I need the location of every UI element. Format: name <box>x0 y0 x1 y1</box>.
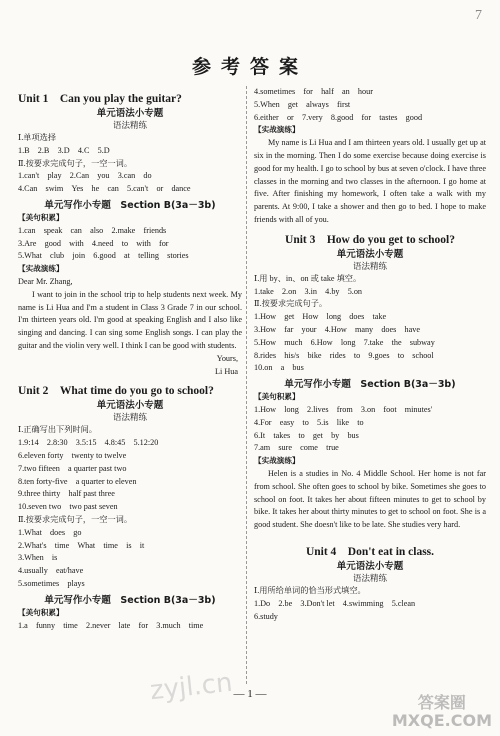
answer-line: 7.am sure come true <box>254 443 339 453</box>
answer-line: 1.can't play 2.Can you 3.can do <box>18 171 152 181</box>
answer-line: 5.sometimes plays <box>18 578 85 588</box>
answer-line: 6.It takes to get by bus <box>254 430 359 440</box>
answer-line: Ⅱ.按要求完成句子，一空一词。 <box>18 514 133 524</box>
answer-line: 8.ten forty-five a quarter to eleven <box>18 476 137 486</box>
answer-line: 1.9:14 2.8:30 3.5:15 4.8:45 5.12:20 <box>18 438 159 448</box>
page-title: 参考答案 <box>191 56 308 78</box>
answer-line: 9.three thirty half past three <box>18 489 115 499</box>
answer-line: 3.How far your 4.How many does have <box>254 324 420 334</box>
unit1-subtitle: 单元语法小专题 <box>96 108 164 119</box>
corner-mark: 7 <box>475 8 482 23</box>
page-number: — 1 — <box>233 688 267 700</box>
answer-line: 4.Can swim Yes he can 5.can't or dance <box>18 184 191 194</box>
unit4-title: Unit 4 Don't eat in class. <box>305 545 435 558</box>
answer-line: Ⅰ.用 by、in、on 或 take 填空。 <box>254 273 362 283</box>
letter-close: Yours, <box>216 353 238 363</box>
unit4-subtitle2: 语法精练 <box>352 573 387 584</box>
answer-line: 5.What club join 6.good at telling stories <box>18 251 189 261</box>
unit4-subtitle: 单元语法小专题 <box>336 560 404 572</box>
unit3-subtitle: 单元语法小专题 <box>336 248 404 260</box>
letter-sign: Li Hua <box>215 366 238 376</box>
corner-watermark: 答案圈 MXQE.COM <box>391 693 492 730</box>
answer-line: Ⅰ.单项选择 <box>18 133 57 142</box>
answer-line: 1.B 2.B 3.D 4.C 5.D <box>18 145 110 155</box>
letter-greeting: Dear Mr. Zhang, <box>18 276 73 286</box>
right-column <box>254 86 486 623</box>
unit2-subtitle2: 语法精练 <box>112 413 147 424</box>
unit3-title: Unit 3 How do you get to school? <box>285 233 455 246</box>
answer-line: 6.eleven forty twenty to twelve <box>18 450 127 460</box>
answer-line: 4.For easy to 5.is like to <box>254 417 364 427</box>
answer-line: 7.two fifteen a quarter past two <box>18 463 127 473</box>
answer-line: 6.either or 7.very 8.good for tastes good <box>254 112 423 122</box>
answer-line: 1.can speak can also 2.make friends <box>18 225 167 235</box>
answer-line: 8.rides his/s bike rides to 9.goes to school <box>254 350 434 360</box>
essay-paragraph: My name is Li Hua and I am thirteen years old. I usually get up at six in the morning. Then I do some exercise because doing exercise is good for my health. I go to school by bus at seven o'clock. I have three classes in the morning and two classes in the afternoon. I go home at five. After finishing my homework, I often take a walk with my parents. At 9:00, I take a shower and then go to bed. I hope to make friends with all of you. <box>254 138 486 224</box>
answer-line: 5.How much 6.How long 7.take the subway <box>254 337 435 347</box>
unit2-title: Unit 2 What time do you go to school? <box>18 385 214 398</box>
unit2-subtitle: 单元语法小专题 <box>96 400 164 412</box>
answer-line: Ⅰ.用所给单词的恰当形式填空。 <box>254 585 366 595</box>
unit3-subtitle2: 语法精练 <box>352 261 387 272</box>
unit3-writing-title: 单元写作小专题 Section B(3a－3b) <box>284 379 456 391</box>
section-tag: 【实战演练】 <box>254 456 300 466</box>
answer-line: Ⅰ.正确写出下列时间。 <box>18 425 97 435</box>
section-tag: 【美句积累】 <box>18 212 64 222</box>
answer-line: Ⅱ.按要求完成句子。 <box>254 299 328 309</box>
section-tag: 【实战演练】 <box>254 125 300 135</box>
answer-line: 10.on a bus <box>254 363 304 373</box>
answer-line: 2.What's time What time is it <box>18 540 145 550</box>
answer-line: 1.What does go <box>18 527 82 537</box>
answer-line: Ⅱ.按要求完成句子，一空一词。 <box>18 158 133 168</box>
answer-line: 1.How get How long does take <box>254 312 387 322</box>
letter-body: I want to join in the school trip to help students next week. My name is Li Hua and I'm a student in Class 3 Grade 7 in our school. I'm thirteen years old. I'm good at speaking English and I also like singing and dancing. I can sing some English songs. I can play the guitar and the violin very well. I think I can be good with students. <box>18 289 242 350</box>
section-tag: 【美句积累】 <box>254 392 300 402</box>
section-tag: 【实战演练】 <box>18 264 64 274</box>
watermark: zyjl.cn <box>148 667 234 707</box>
answer-line: 4.usually eat/have <box>18 566 84 576</box>
column-divider <box>246 86 247 684</box>
answer-line: 3.When is <box>18 553 58 563</box>
left-column <box>18 86 242 632</box>
unit1-title: Unit 1 Can you play the guitar? <box>18 93 182 105</box>
section-tag: 【美句积累】 <box>18 607 64 617</box>
answer-line: 4.sometimes for half an hour <box>254 87 373 96</box>
answer-line: 5.When get always first <box>254 99 351 109</box>
answer-line: 1.How long 2.lives from 3.on foot minutes' <box>254 404 433 414</box>
answer-line: 3.Are good with 4.need to with for <box>18 238 169 248</box>
unit1-subtitle2: 语法精练 <box>112 121 147 131</box>
answer-line: 1.a funny time 2.never late for 3.much time <box>18 620 204 630</box>
unit2-writing-title: 单元写作小专题 Section B(3a－3b) <box>44 594 216 606</box>
answer-line: 1.Do 2.be 3.Don't let 4.swimming 5.clean <box>254 598 416 608</box>
essay-paragraph: Helen is a studies in No. 4 Middle School. Her home is not far from school. She often goes to school by bike. Sometimes she goes to school on foot. It takes her about fifteen minutes to get to school by bike. It takes her about thirty minutes to get to school on foot. She is a good student. She doesn't like to be late. She studies very hard. <box>254 468 486 530</box>
answer-line: 1.take 2.on 3.in 4.by 5.on <box>254 286 363 296</box>
answer-line: 10.seven two two past seven <box>18 502 118 512</box>
unit1-writing-title: 单元写作小专题 Section B(3a－3b) <box>44 199 216 211</box>
answer-line: 6.study <box>254 611 278 621</box>
